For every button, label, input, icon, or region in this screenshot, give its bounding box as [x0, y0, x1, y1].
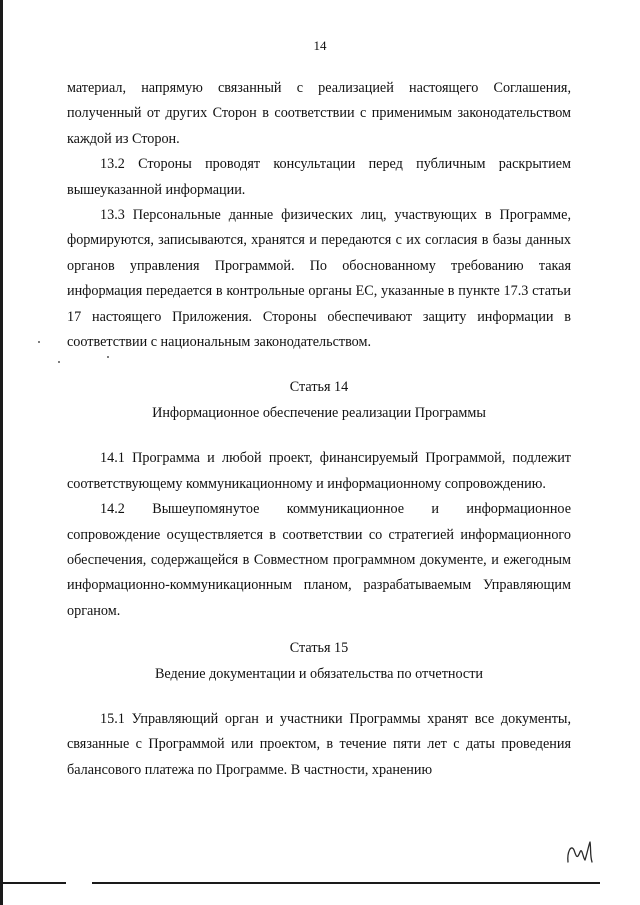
paragraph-14-1: 14.1 Программа и любой проект, финансируемый Программой, подлежит соответствующему коммуникационному и информационному сопровождению.	[67, 450, 571, 492]
scan-speck	[107, 356, 109, 358]
paragraph-13-2: 13.2 Стороны проводят консультации перед публичным раскрытием вышеуказанной информации.	[67, 156, 571, 198]
article-14-label: Статья 14	[289, 379, 349, 396]
paragraph-15-1: 15.1 Управляющий орган и участники Программы хранят все документы, связанные с Программой или проектом, в течение пяти лет с даты проведения балансового платежа по Программе. В частности, хранению	[67, 710, 571, 778]
paragraph-13-3: 13.3 Персональные данные физических лиц, участвующих в Программе, формируются, записываются, хранятся и передаются с их согласия в базы данных органов управления Программой. По обоснованному требованию такая информация передается в контрольные органы ЕС, указанные в пункте 17.3 статьи 17 настоящего Приложения. Стороны обеспечивают защиту информации в соответствии с национальным законодательством.	[67, 207, 571, 351]
handwritten-initials-mark	[565, 838, 601, 868]
scan-speck	[38, 341, 40, 343]
document-body	[67, 76, 571, 783]
paragraph-13-1-continuation: материал, напрямую связанный с реализацией настоящего Соглашения, полученный от других Сторон в соответствии с применимым законодательством каждой из Сторон.	[67, 80, 571, 147]
article-15-label: Статья 15	[289, 640, 349, 657]
footer-rule-left	[0, 882, 66, 884]
scan-speck	[58, 361, 60, 363]
scan-edge-bar	[0, 0, 3, 905]
article-15-title: Ведение документации и обязательства по отчетности	[154, 665, 484, 682]
footer-rule-right	[92, 882, 600, 884]
page-number: 14	[313, 38, 327, 53]
article-14-title: Информационное обеспечение реализации Программы	[152, 404, 486, 421]
paragraph-14-2: 14.2 Вышеупомянутое коммуникационное и информационное сопровождение осуществляется в соответствии со стратегией информационного обеспечения, содержащейся в Совместном программном документе, и ежегодным информационно-коммуникационным планом, разрабатываемым Управляющим органом.	[67, 501, 571, 619]
